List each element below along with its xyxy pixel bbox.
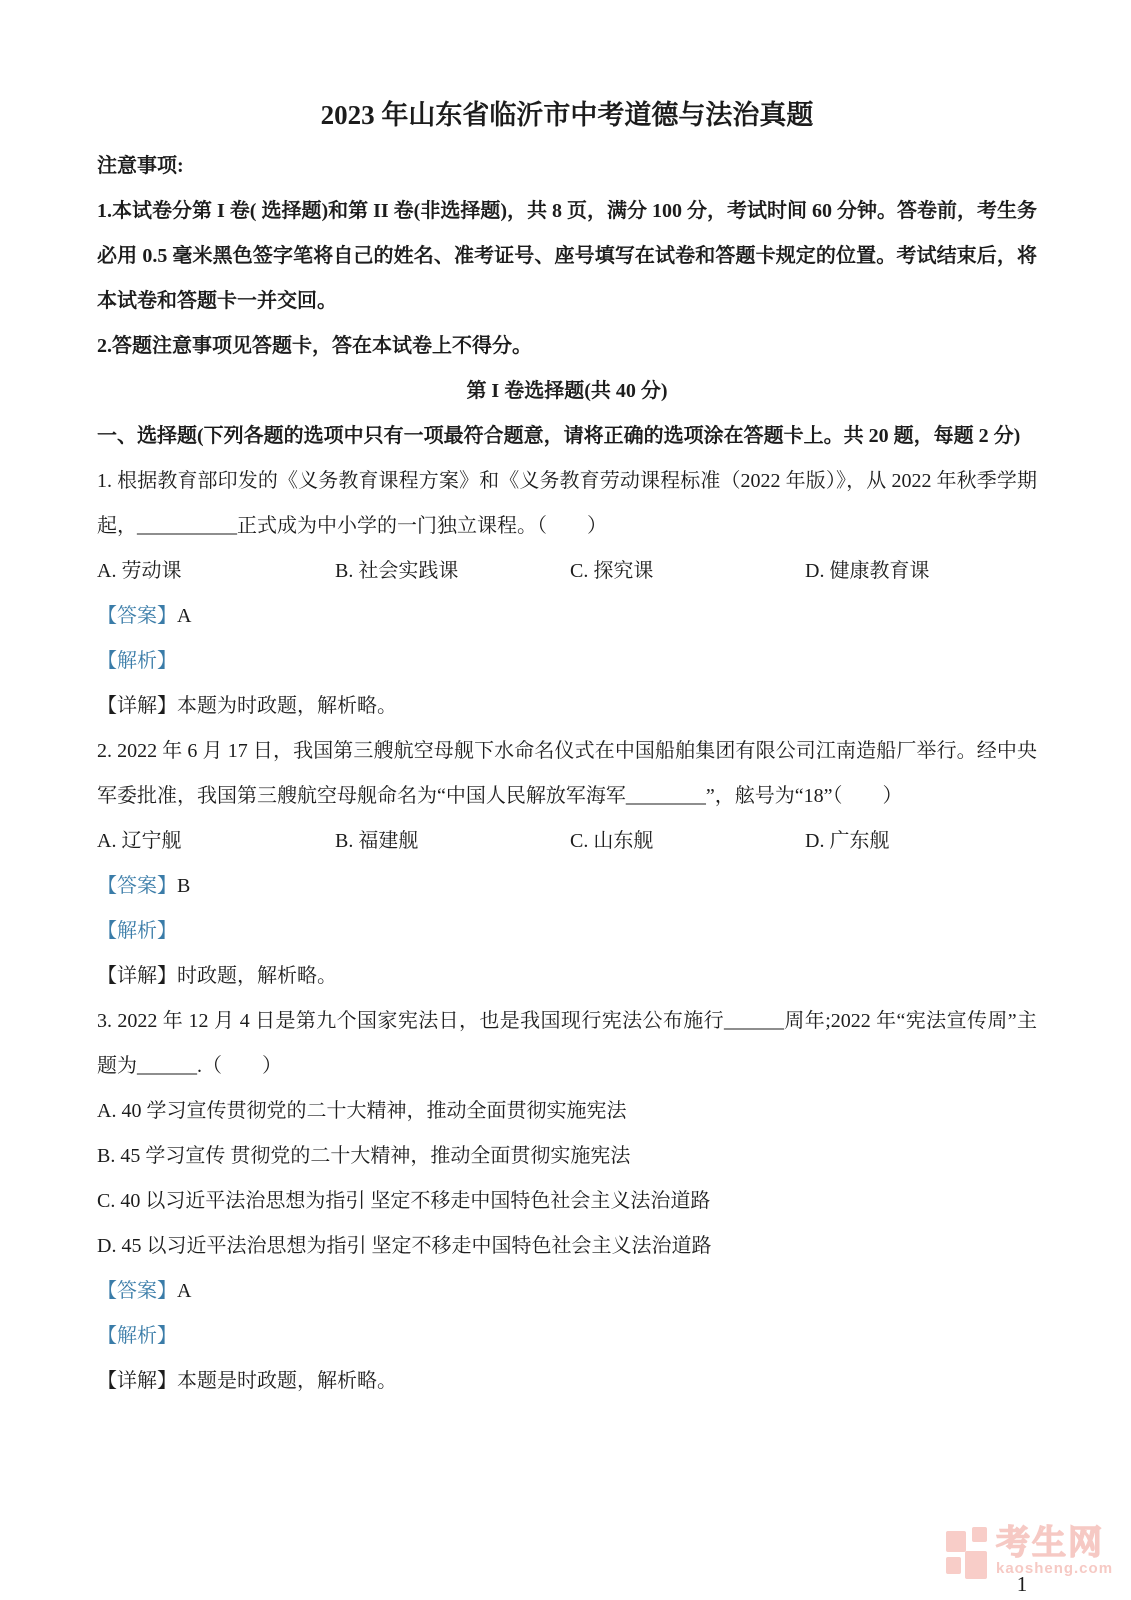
- question-2-answer-line: [97, 864, 1037, 909]
- question-1-options: [97, 549, 1037, 594]
- page-number: 1: [1016, 1572, 1028, 1596]
- answer-label: 【答案】: [97, 605, 177, 627]
- answer-label: 【答案】: [97, 875, 177, 897]
- page-title: 2023 年山东省临沂市中考道德与法治真题: [320, 100, 814, 130]
- section-intro: 一、选择题(下列各题的选项中只有一项最符合题意，请将正确的选项涂在答题卡上。共 20 题，每题 2 分): [97, 425, 1021, 447]
- question-2: [97, 729, 1037, 999]
- question-3-answer: A: [177, 1280, 192, 1302]
- question-3-option-c: C. 40 以习近平法治思想为指引 坚定不移走中国特色社会主义法治道路: [97, 1190, 711, 1212]
- kaosheng-logo-icon: [944, 1526, 988, 1580]
- question-2-option-a: A. 辽宁舰: [97, 830, 182, 852]
- detail-label: 【详解】: [97, 1370, 177, 1392]
- question-2-option-c: C. 山东舰: [570, 830, 654, 852]
- question-3-option-b: B. 45 学习宣传 贯彻党的二十大精神，推动全面贯彻实施宪法: [97, 1145, 631, 1167]
- notice-heading: 注意事项:: [97, 155, 184, 177]
- document-body: [97, 92, 1037, 1404]
- notice-item-1: 1.本试卷分第 I 卷( 选择题)和第 II 卷(非选择题)，共 8 页，满分 100 分，考试时间 60 分钟。答卷前，考生务必用 0.5 毫米黑色签字笔将自己的姓名、准考证号、座号填写在试卷和答题卡规定的位置。考试结束后，将本试卷和答题卡一并交回。: [97, 200, 1037, 312]
- question-1-option-b: B. 社会实践课: [335, 560, 459, 582]
- question-1-detail: 本题为时政题，解析略。: [177, 695, 397, 717]
- question-1-stem: 1. 根据教育部印发的《义务教育课程方案》和《义务教育劳动课程标准（2022 年版）》，从 2022 年秋季学期起，__________正式成为中小学的一门独立课程。（ ）: [97, 470, 1037, 537]
- detail-label: 【详解】: [97, 695, 177, 717]
- question-1-detail-line: [97, 684, 1037, 729]
- question-3-answer-line: [97, 1269, 1037, 1314]
- question-3-analysis-label: 【解析】: [97, 1325, 177, 1347]
- question-1-answer: A: [177, 605, 192, 627]
- question-1-option-d: D. 健康教育课: [805, 560, 930, 582]
- watermark-brand-cn: 考生网: [996, 1524, 1104, 1562]
- detail-label: 【详解】: [97, 965, 177, 987]
- question-3-options: [97, 1089, 1037, 1269]
- question-2-answer: B: [177, 875, 191, 897]
- question-1-answer-line: [97, 594, 1037, 639]
- question-1-analysis-label: 【解析】: [97, 650, 177, 672]
- question-2-detail: 时政题，解析略。: [177, 965, 337, 987]
- question-2-options: [97, 819, 1037, 864]
- question-2-detail-line: [97, 954, 1037, 999]
- question-3-option-a: A. 40 学习宣传贯彻党的二十大精神，推动全面贯彻实施宪法: [97, 1100, 627, 1122]
- question-3-option-d: D. 45 以习近平法治思想为指引 坚定不移走中国特色社会主义法治道路: [97, 1235, 712, 1257]
- question-1: [97, 459, 1037, 729]
- question-3-detail: 本题是时政题，解析略。: [177, 1370, 397, 1392]
- watermark-brand-en: kaosheng.com: [996, 1560, 1114, 1577]
- section-heading: 第 I 卷选择题(共 40 分): [466, 380, 668, 402]
- question-2-stem: 2. 2022 年 6 月 17 日，我国第三艘航空母舰下水命名仪式在中国船舶集团有限公司江南造船厂举行。经中央军委批准，我国第三艘航空母舰命名为“中国人民解放军海军________”，舷号为“18”（ ）: [97, 740, 1037, 807]
- question-3-stem: 3. 2022 年 12 月 4 日是第九个国家宪法日，也是我国现行宪法公布施行______周年;2022 年“宪法宣传周”主题为______.（ ）: [97, 1010, 1037, 1077]
- question-2-option-b: B. 福建舰: [335, 830, 419, 852]
- question-2-option-d: D. 广东舰: [805, 830, 890, 852]
- question-3-detail-line: [97, 1359, 1037, 1404]
- notice-item-2: 2.答题注意事项见答题卡，答在本试卷上不得分。: [97, 335, 532, 357]
- answer-label: 【答案】: [97, 1280, 177, 1302]
- question-2-analysis-label: 【解析】: [97, 920, 177, 942]
- question-1-option-c: C. 探究课: [570, 560, 654, 582]
- question-3: [97, 999, 1037, 1404]
- question-1-option-a: A. 劳动课: [97, 560, 182, 582]
